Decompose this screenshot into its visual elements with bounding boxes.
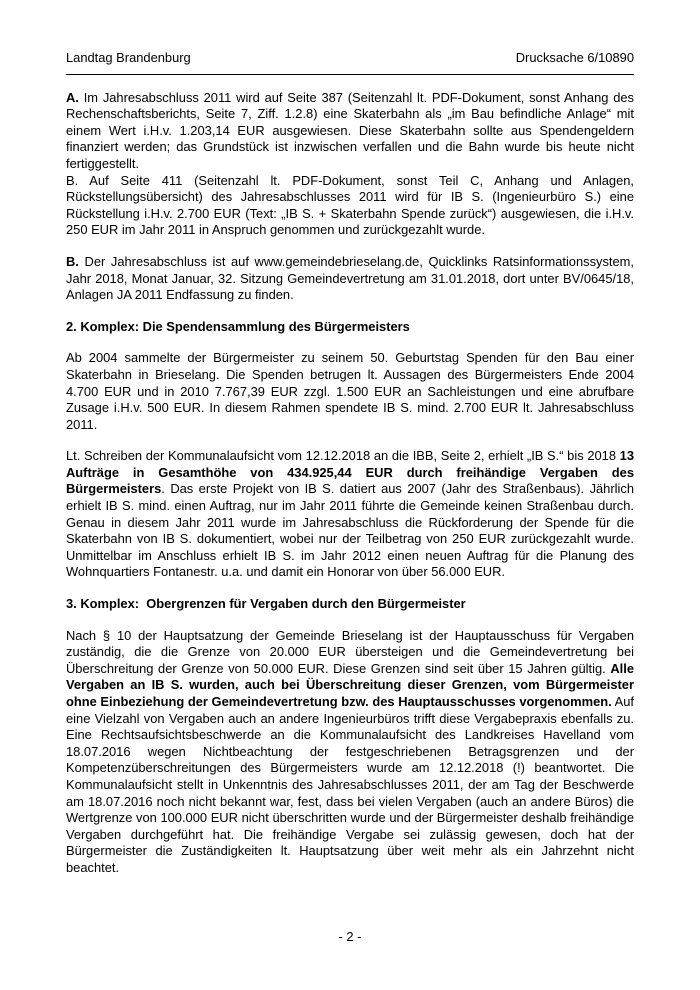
paragraph-item-b xyxy=(66,254,634,304)
paragraph-obergrenzen xyxy=(66,628,634,877)
item-b-text: Der Jahresabschluss ist auf www.gemeindebrieselang.de, Quicklinks Ratsinformationssystem, Jahr 2018, Monat Januar, 32. Sitzung Gemeindevertretung am 31.01.2018, dort unter BV/0645/18, Anlagen JA 2011 Endfassung zu finden. xyxy=(66,253,634,303)
header-publisher: Landtag Brandenburg xyxy=(66,50,191,65)
document-header xyxy=(66,50,634,75)
auftraege-pre-text: Lt. Schreiben der Kommunalaufsicht vom 12.12.2018 an die IBB, Seite 2, erhielt „IB S.“ bis 2018 xyxy=(66,448,620,464)
paragraph-auftraege xyxy=(66,448,634,581)
item-b-findings-text: B. Auf Seite 411 (Seitenzahl lt. PDF-Dokument, sonst Teil C, Anhang und Anlagen, Rückstellungsübersicht) des Jahresabschlusses 2011 wird für IB S. (Ingenieurbüro S.) eine Rückstellung i.H.v. 2.700 EUR (Text: „IB S. + Skaterbahn Spende zurück“) ausgewiesen, die i.H.v. 250 EUR im Jahr 2011 in Anspruch genommen und zurückgezahlt wurde. xyxy=(66,172,634,238)
obergrenzen-pre-text: Nach § 10 der Hauptsatzung der Gemeinde Brieselang ist der Hauptausschuss für Vergaben zuständig, die die Grenze von 20.000 EUR übersteigen und die Gemeindevertretung bei Überschreitung der Grenze von 50.000 EUR. Diese Grenzen sind seit über 15 Jahren gültig. xyxy=(66,627,634,676)
document-body xyxy=(66,90,634,877)
document-footer xyxy=(0,929,700,946)
item-b-label: B. xyxy=(66,253,79,269)
paragraph-item-a-b xyxy=(66,90,634,239)
auftraege-bold-text: 13 Aufträge in Gesamthöhe von 434.925,44 EUR durch freihändige Vergaben des Bürgermeisters xyxy=(66,448,634,497)
header-document-number: Drucksache 6/10890 xyxy=(515,50,634,65)
item-a-text: Im Jahresabschluss 2011 wird auf Seite 387 (Seitenzahl lt. PDF-Dokument, sonst Anhang des Rechenschaftsberichts, Seite 7, Ziff. 1.2.8) eine Skaterbahn als „im Bau befindliche Anlage“ mit einem Wert i.H.v. 1.203,14 EUR ausgewiesen. Diese Skaterbahn sollte aus Spendengeldern finanziert werden; das Grundstück ist inzwischen verfallen und die Bahn wurde bis heute nicht fertiggestellt. xyxy=(66,89,634,171)
paragraph-spenden: Ab 2004 sammelte der Bürgermeister zu seinem 50. Geburtstag Spenden für den Bau einer Skaterbahn in Brieselang. Die Spenden betrugen lt. Aussagen des Bürgermeisters Ende 2004 4.700 EUR und in 2010 7.767,39 EUR zzgl. 1.500 EUR an Sachleistungen und eine abrufbare Zusage i.H.v. 500 EUR. In diesem Rahmen spendete IB S. mind. 2.700 EUR lt. Jahresabschluss 2011. xyxy=(66,350,634,432)
heading-komplex-3: 3. Komplex: Obergrenzen für Vergaben durch den Bürgermeister xyxy=(66,596,466,612)
obergrenzen-post-text: Auf eine Vielzahl von Vergaben auch an andere Ingenieurbüros trifft diese Vergabepraxis ebenfalls zu. Eine Rechtsaufsichtsbeschwerde an die Kommunalaufsicht des Landkreises Havelland vom 18.07.2016 wegen Nichtbeachtung der festgeschriebenen Betragsgrenzen und der Kompetenzüberschreitungen des Bürgermeisters wurde am 12.12.2018 (!) beantwortet. Die Kommunalaufsicht stellt in Unkenntnis des Jahresabschlusses 2011, der am Tag der Beschwerde am 18.07.2016 noch nicht bekannt war, fest, dass bei vielen Vergaben (auch an andere Büros) die Wertgrenze von 100.000 EUR nicht überschritten wurde und der Bürgermeister deshalb freihändige Vergaben durchgeführt hat. Die freihändige Vergabe sei zulässig gewesen, doch hat der Bürgermeister die Zuständigkeiten lt. Hauptsatzung über weit mehr als ein Jahrzehnt nicht beachtet. xyxy=(66,694,635,875)
item-a-label: A. xyxy=(66,89,79,105)
page-number: - 2 - xyxy=(338,929,362,945)
auftraege-post-text: . Das erste Projekt von IB S. datiert aus 2007 (Jahr des Straßenbaus). Jährlich erhielt IB S. mind. einen Auftrag, nur im Jahr 2011 führte die Gemeinde keinen Straßenbau durch. Genau in diesem Jahr 2011 wurde im Jahresabschluss die Rückforderung der Spende für die Skaterbahn von IB S. dokumentiert, wobei nur der Teilbetrag von 250 EUR zurückgezahlt wurde. Unmittelbar im Anschluss erhielt IB S. im Jahr 2012 einen neuen Auftrag für die Planung des Wohnquartiers Fontanestr. u.a. und damit ein Honorar von über 56.000 EUR. xyxy=(66,481,634,580)
heading-komplex-2: 2. Komplex: Die Spendensammlung des Bürgermeisters xyxy=(66,318,410,334)
obergrenzen-bold-text: Alle Vergaben an IB S. wurden, auch bei Überschreitung dieser Grenzen, vom Bürgermeister ohne Einbeziehung der Gemeindevertretung bzw. des Hauptausschusses vorgenommen. xyxy=(66,660,634,709)
